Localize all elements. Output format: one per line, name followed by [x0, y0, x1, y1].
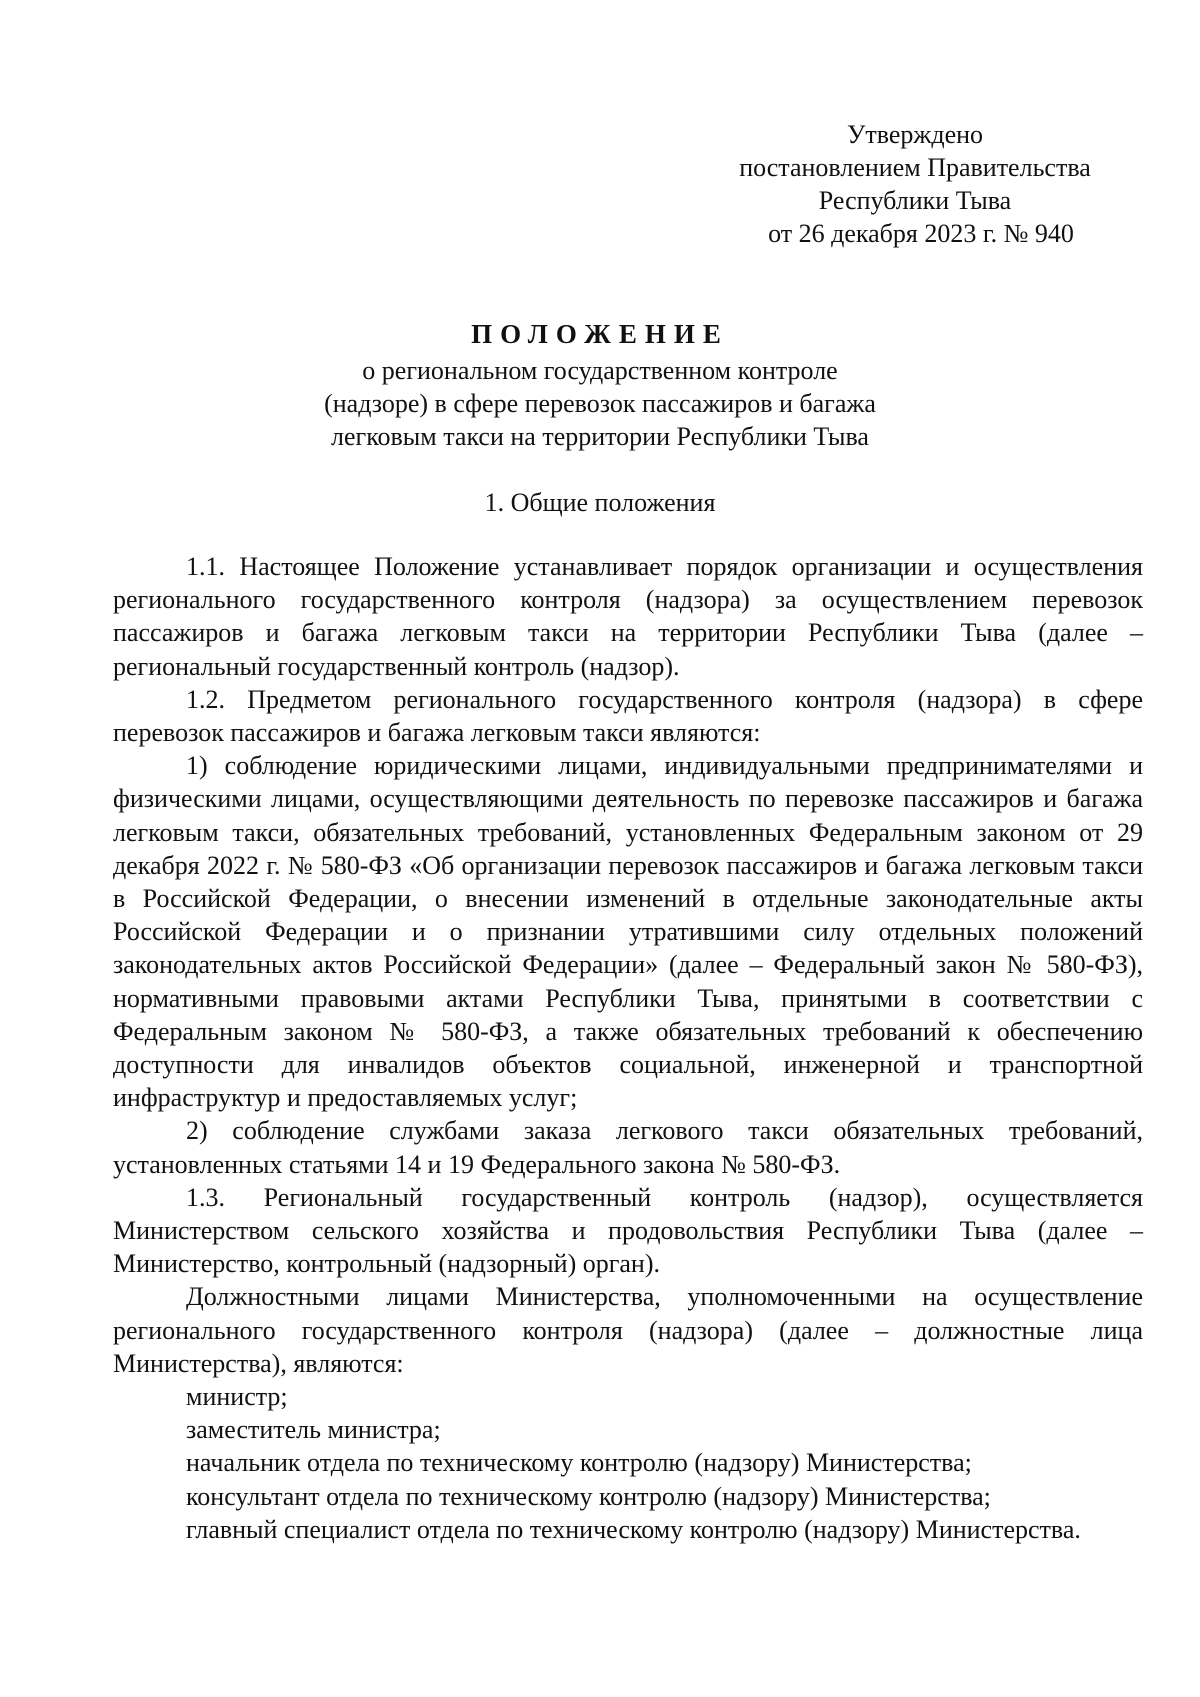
approval-line-resolution: постановлением Правительства — [739, 153, 1091, 182]
official-chief-specialist: главный специалист отдела по техническому контролю (надзору) Министерства. — [186, 1514, 1081, 1544]
subtitle-line-2: (надзоре) в сфере перевозок пассажиров и багажа — [324, 389, 876, 418]
paragraph-1-3: 1.3. Региональный государственный контроль (надзор), осуществляется Министерством сельского хозяйства и продовольствия Республики Тыва (далее – Министерство, контрольный (надзорный) орган). — [113, 1182, 1143, 1279]
approval-line-republic: Республики Тыва — [818, 186, 1012, 215]
document-subtitle — [0, 354, 1200, 453]
paragraph-item-2: 2) соблюдение службами заказа легкового такси обязательных требований, установленных статьями 14 и 19 Федерального закона № 580-ФЗ. — [113, 1116, 1143, 1179]
subtitle-line-1: о региональном государственном контроле — [362, 356, 838, 385]
scan-artifact-mark — [1180, 1675, 1186, 1689]
document-title: ПОЛОЖЕНИЕ — [471, 319, 729, 349]
document-body — [113, 550, 1143, 1546]
official-consultant: консультант отдела по техническому контролю (надзору) Министерства; — [186, 1481, 991, 1511]
official-deputy-minister: заместитель министра; — [186, 1415, 441, 1445]
paragraph-1-2: 1.2. Предметом регионального государственного контроля (надзора) в сфере перевозок пассажиров и багажа легковым такси являются: — [113, 684, 1143, 748]
official-department-head: начальник отдела по техническому контролю (надзору) Министерства; — [186, 1448, 972, 1478]
approval-line-approved: Утверждено — [846, 120, 984, 149]
official-minister: министр; — [186, 1382, 288, 1412]
section-heading: 1. Общие положения — [484, 488, 716, 517]
paragraph-officials: Должностными лицами Министерства, уполномоченными на осуществление регионального государственного контроля (надзора) (далее – должностные лица Министерства), являются: — [113, 1282, 1143, 1378]
paragraph-item-1: 1) соблюдение юридическими лицами, индивидуальными предпринимателями и физическими лицами, осуществляющими деятельность по перевозке пассажиров и багажа легковым такси, обязательных требований, установленных Федеральным законом от 29 декабря 2022 г. № 580-ФЗ «Об организации перевозок пассажиров и багажа легковым такси в Российской Федерации, о внесении изменений в отдельные законодательные акты Российской Федерации и о признании утратившими силу отдельных положений законодательных актов Российской Федерации» (далее – Федеральный закон № 580-ФЗ), нормативными правовыми актами Республики Тыва, принятыми в соответствии с Федеральным законом № 580-ФЗ, а также обязательных требований к обеспечению доступности для инвалидов объектов социальной, инженерной и транспортной инфраструктур и предоставляемых услуг; — [113, 751, 1143, 1113]
approval-stamp-block — [700, 118, 1130, 250]
subtitle-line-3: легковым такси на территории Республики Тыва — [331, 422, 869, 451]
approval-line-date-number: от 26 декабря 2023 г. № 940 — [768, 219, 1074, 248]
paragraph-1-1: 1.1. Настоящее Положение устанавливает порядок организации и осуществления регионального государственного контроля (надзора) за осуществлением перевозок пассажиров и багажа легковым такси на территории Республики Тыва (далее – региональный государственный контроль (надзор). — [113, 552, 1143, 681]
